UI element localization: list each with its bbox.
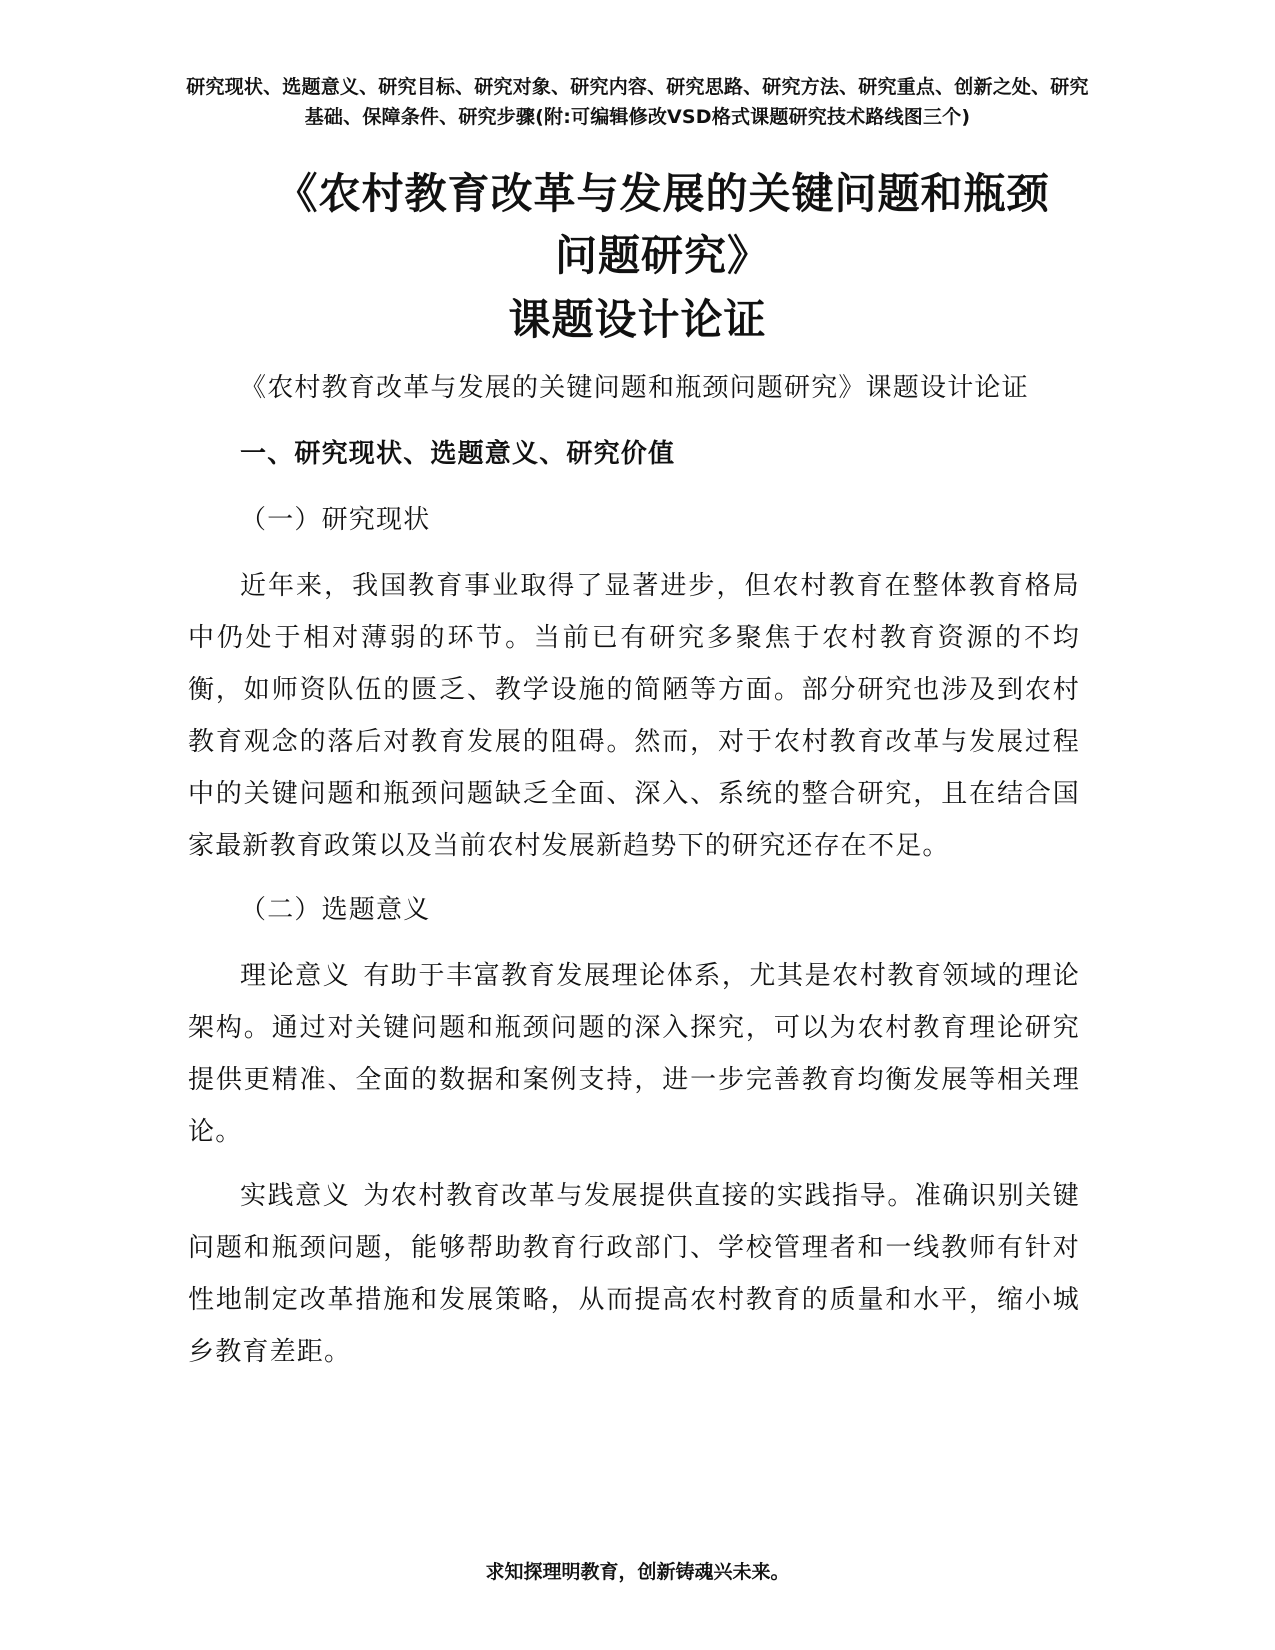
document-title	[185, 163, 1090, 351]
footer-slogan: 求知探理明教育，创新铸魂兴未来。	[485, 1561, 790, 1583]
title-main: 《农村教育改革与发展的关键问题和瓶颈问题研究》	[275, 169, 1050, 280]
practice-text: 为农村教育改革与发展提供直接的实践指导。准确识别关键问题和瓶颈问题，能够帮助教育行政部门、学校管理者和一线教师有针对性地制定改革措施和发展策略，从而提高农村教育的质量和水平，缩小城乡教育差距。	[188, 1181, 1080, 1367]
practice-label: 实践意义	[240, 1181, 351, 1211]
section-heading: 一、研究现状、选题意义、研究价值	[240, 439, 676, 469]
subsection-heading-significance: （二）选题意义	[240, 895, 431, 925]
theory-label: 理论意义	[240, 961, 351, 991]
paragraph-practical-significance	[188, 1170, 1080, 1378]
document-body	[188, 362, 1080, 1390]
paragraph-theoretical-significance	[188, 950, 1080, 1158]
header-note: 研究现状、选题意义、研究目标、研究对象、研究内容、研究思路、研究方法、研究重点、创新之处、研究基础、保障条件、研究步骤(附:可编辑修改VSD格式课题研究技术路线图三个)	[186, 76, 1089, 128]
intro-paragraph: 《农村教育改革与发展的关键问题和瓶颈问题研究》课题设计论证	[240, 373, 1029, 403]
paragraph-research-status: 近年来，我国教育事业取得了显著进步，但农村教育在整体教育格局中仍处于相对薄弱的环节。当前已有研究多聚焦于农村教育资源的不均衡，如师资队伍的匮乏、教学设施的简陋等方面。部分研究也涉及到农村教育观念的落后对教育发展的阻碍。然而，对于农村教育改革与发展过程中的关键问题和瓶颈问题缺乏全面、深入、系统的整合研究，且在结合国家最新教育政策以及当前农村发展新趋势下的研究还存在不足。	[188, 571, 1080, 861]
theory-text: 有助于丰富教育发展理论体系，尤其是农村教育领域的理论架构。通过对关键问题和瓶颈问题的深入探究，可以为农村教育理论研究提供更精准、全面的数据和案例支持，进一步完善教育均衡发展等相关理论。	[188, 961, 1080, 1147]
subsection-heading-status: （一）研究现状	[240, 505, 431, 535]
title-sub: 课题设计论证	[508, 295, 767, 344]
